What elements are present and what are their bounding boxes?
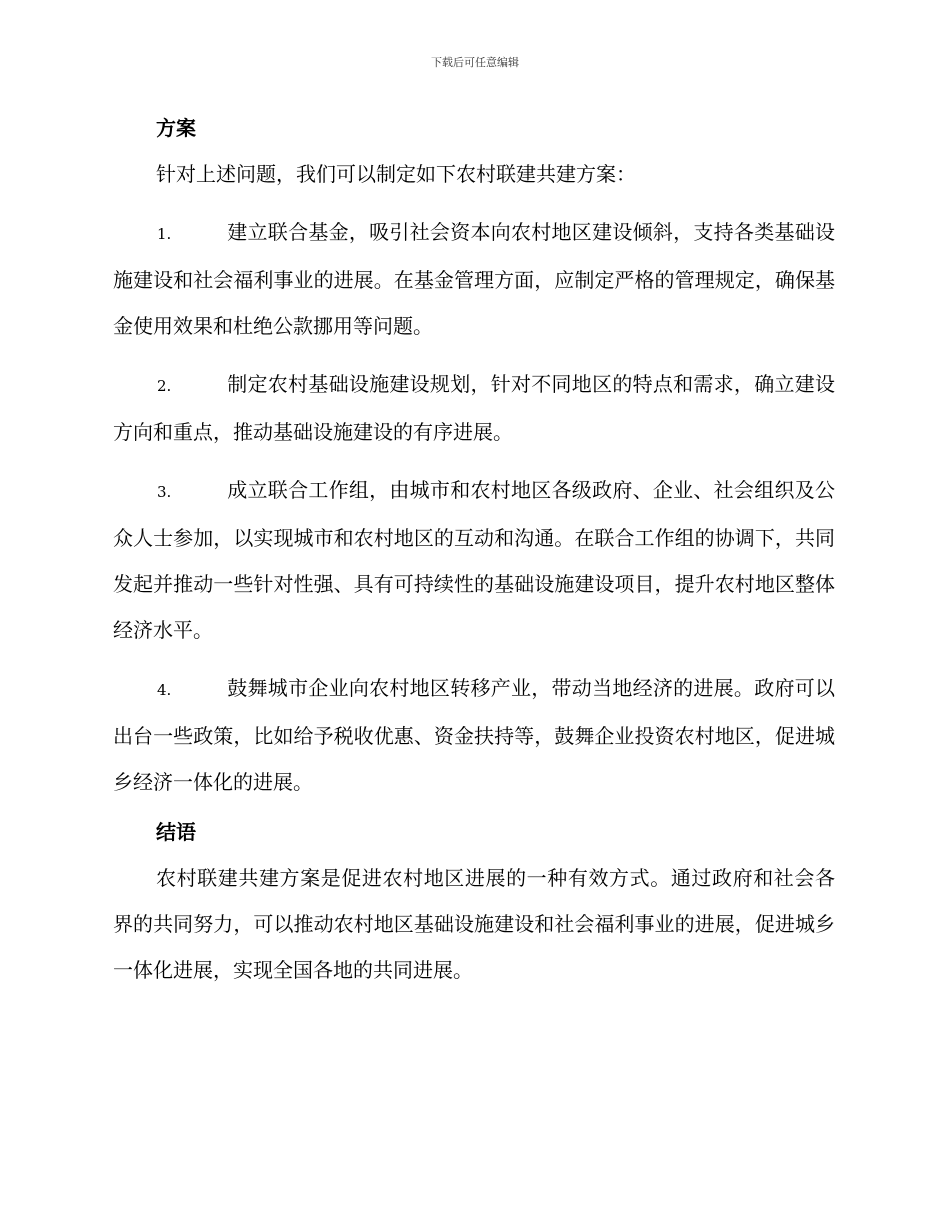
- list-number: 4.: [157, 681, 172, 699]
- list-number: 3.: [157, 483, 172, 501]
- header-note: 下载后可任意编辑: [431, 56, 519, 69]
- list-item-text: 建立联合基金，吸引社会资本向农村地区建设倾斜，支持各类基础设施建设和社会福利事业的进展。在基金管理方面，应制定严格的管理规定，确保基金使用效果和杜绝公款挪用等问题。: [113, 220, 835, 338]
- section-heading-conclusion: 结语: [156, 820, 196, 844]
- document-body: [113, 113, 835, 993]
- list-item-1: [113, 209, 835, 349]
- section-heading-plan: 方案: [156, 116, 196, 140]
- list-item-4: [113, 665, 835, 805]
- conclusion-paragraph: 农村联建共建方案是促进农村地区进展的一种有效方式。通过政府和社会各界的共同努力，可以推动农村地区基础设施建设和社会福利事业的进展，促进城乡一体化进展，实现全国各地的共同进展。: [113, 866, 835, 982]
- list-item-2: [113, 361, 835, 455]
- list-number: 1.: [157, 225, 172, 243]
- intro-paragraph: 针对上述问题，我们可以制定如下农村联建共建方案：: [156, 162, 636, 186]
- list-item-text: 制定农村基础设施建设规划，针对不同地区的特点和需求，确立建设方向和重点，推动基础设施建设的有序进展。: [113, 372, 835, 444]
- list-item-text: 鼓舞城市企业向农村地区转移产业，带动当地经济的进展。政府可以出台一些政策，比如给予税收优惠、资金扶持等，鼓舞企业投资农村地区，促进城乡经济一体化的进展。: [113, 676, 835, 794]
- list-number: 2.: [157, 377, 172, 395]
- list-item-3: [113, 467, 835, 653]
- list-item-text: 成立联合工作组，由城市和农村地区各级政府、企业、社会组织及公众人士参加，以实现城市和农村地区的互动和沟通。在联合工作组的协调下，共同发起并推动一些针对性强、具有可持续性的基础设施建设项目，提升农村地区整体经济水平。: [113, 478, 835, 642]
